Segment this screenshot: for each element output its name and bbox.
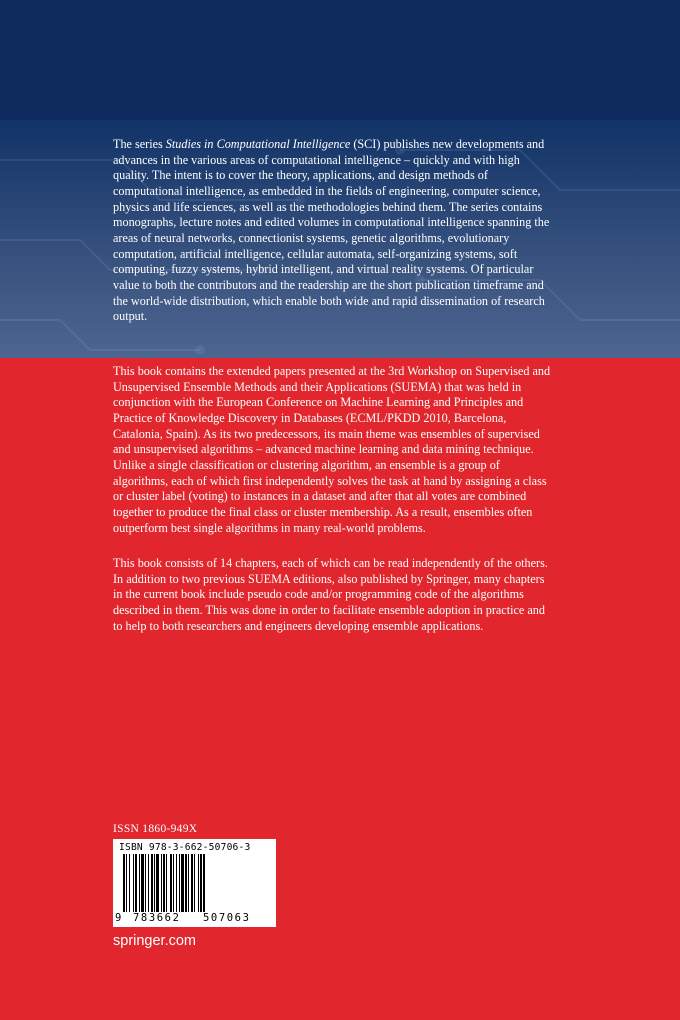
publisher-website: springer.com [113,933,197,949]
series-description-lead: The series [113,137,166,151]
series-description-body: (SCI) publishes new developments and advances in the various areas of computational intelligence – quickly and with high quality. The intent is to cover the theory, applications, and design methods of computational intelligence, as embedded in the fields of engineering, computer science, physics and life sciences, as well as the methodologies behind them. The series contains monographs, lecture notes and edited volumes in computational intelligence spanning the areas of neural networks, connectionist systems, genetic algorithms, evolutionary computation, artificial intelligence, cellular automata, self-organizing systems, soft computing, fuzzy systems, hybrid intelligent, and virtual reality systems. Of particular value to both the contributors and the readership are the short publication timeframe and the world-wide distribution, which enable both wide and rapid dissemination of research output. [113,137,550,324]
barcode-left-digits: 783662 [133,912,181,924]
barcode-first-digit: 9 [115,912,122,924]
book-description-paragraph-1: This book contains the extended papers presented at the 3rd Workshop on Supervised and Unsupervised Ensemble Methods and their Applications (SUEMA) that was held in conjunction with the European Conference on Machine Learning and Principles and Practice of Knowledge Discovery in Databases (ECML/PKDD 2010, Barcelona, Catalonia, Spain). As its two predecessors, its main theme was ensembles of supervised and unsupervised algorithms – advanced machine learning and data mining technique. Unlike a single classification or clustering algorithm, an ensemble is a group of algorithms, each of which first independently solves the task at hand by assigning a class or cluster label (voting) to instances in a dataset and after that all votes are combined together to produce the final class or cluster membership. As a result, ensembles often outperform best single algorithms in many real-world problems. [113,364,551,535]
issn-label: ISSN 1860-949X [113,823,198,835]
series-title: Studies in Computational Intelligence [165,137,351,151]
barcode-bars [123,854,269,912]
book-description-paragraph-2: This book consists of 14 chapters, each of which can be read independently of the others. In addition to two previous SUEMA editions, also published by Springer, many chapters in the current book include pseudo code and/or programming code of the algorithms described in them. This was done in order to facilitate ensemble adoption in practice and to help to both researchers and engineers developing ensemble applications. [113,556,548,633]
series-description [113,137,553,325]
barcode-right-digits: 507063 [203,912,251,924]
isbn-number: ISBN 978-3-662-50706-3 [119,842,251,853]
top-blue-band [0,0,680,358]
top-solid-area [0,0,680,120]
isbn-barcode [113,839,276,927]
